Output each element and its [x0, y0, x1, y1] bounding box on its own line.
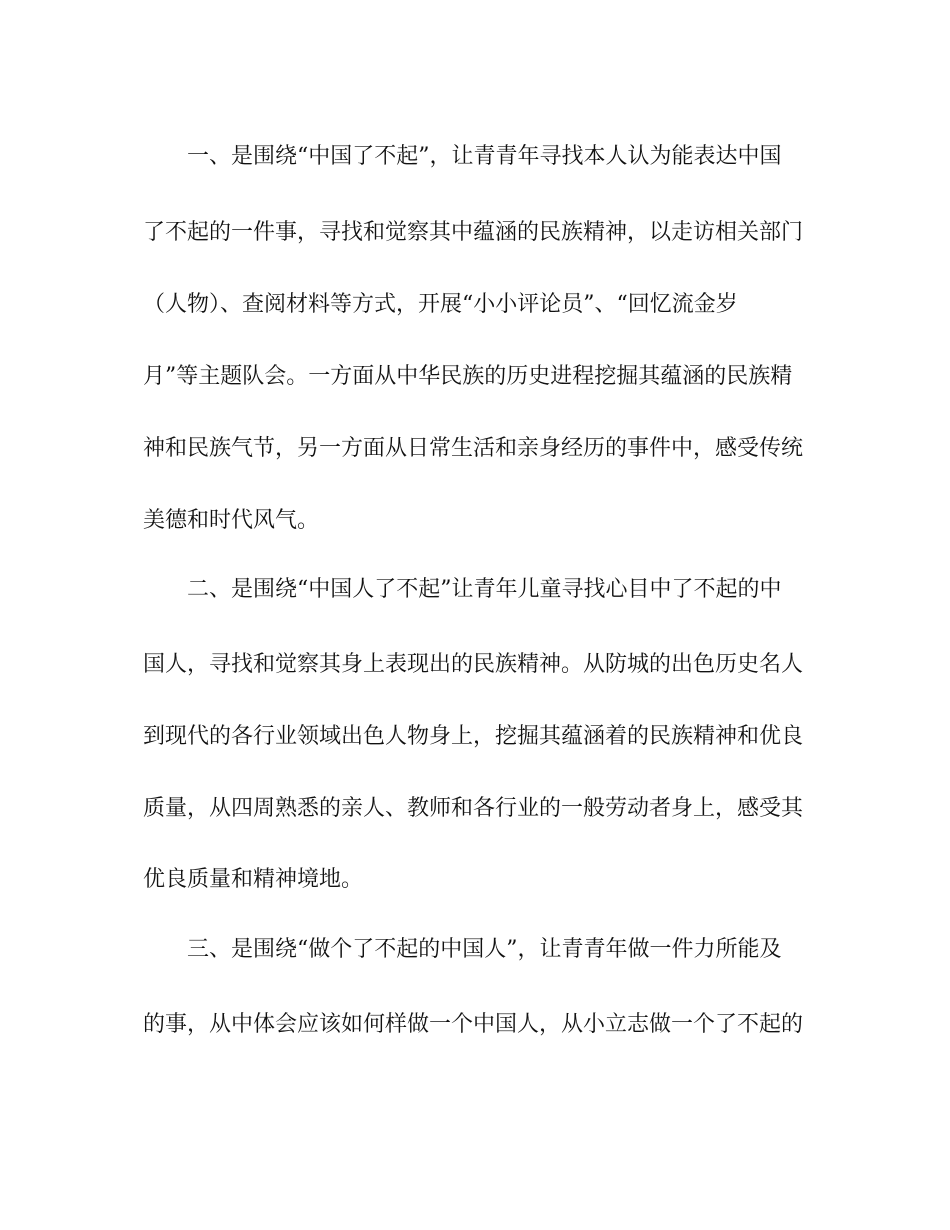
paragraph-1-line-3: （人物）、查阅材料等方式，开展“小小评论员”、“回忆流金岁 — [143, 292, 738, 317]
paragraph-1-line-2: 了不起的一件事，寻找和觉察其中蕴涵的民族精神，以走访相关部门 — [143, 220, 803, 245]
paragraph-3-line-2: 的事，从中体会应该如何样做一个中国人，从小立志做一个了不起的 — [143, 1012, 803, 1037]
paragraph-1-line-5: 神和民族气节，另一方面从日常生活和亲身经历的事件中，感受传统 — [143, 436, 803, 461]
paragraph-2-line-1: 二、是围绕“中国人了不起”让青年儿童寻找心目中了不起的中 — [187, 577, 782, 602]
paragraph-2-line-3: 到现代的各行业领域出色人物身上，挖掘其蕴涵着的民族精神和优良 — [143, 724, 803, 749]
paragraph-2-line-4: 质量，从四周熟悉的亲人、教师和各行业的一般劳动者身上，感受其 — [143, 796, 803, 821]
paragraph-3-line-1: 三、是围绕“做个了不起的中国人”，让青青年做一件力所能及 — [187, 937, 782, 962]
paragraph-2-line-2: 国人，寻找和觉察其身上表现出的民族精神。从防城的出色历史名人 — [143, 652, 803, 677]
paragraph-1-line-4: 月”等主题队会。一方面从中华民族的历史进程挖掘其蕴涵的民族精 — [143, 364, 793, 389]
paragraph-2-line-5: 优良质量和精神境地。 — [143, 867, 364, 892]
paragraph-1-line-6: 美德和时代风气。 — [143, 508, 320, 533]
paragraph-1-line-1: 一、是围绕“中国了不起”，让青青年寻找本人认为能表达中国 — [187, 144, 782, 169]
